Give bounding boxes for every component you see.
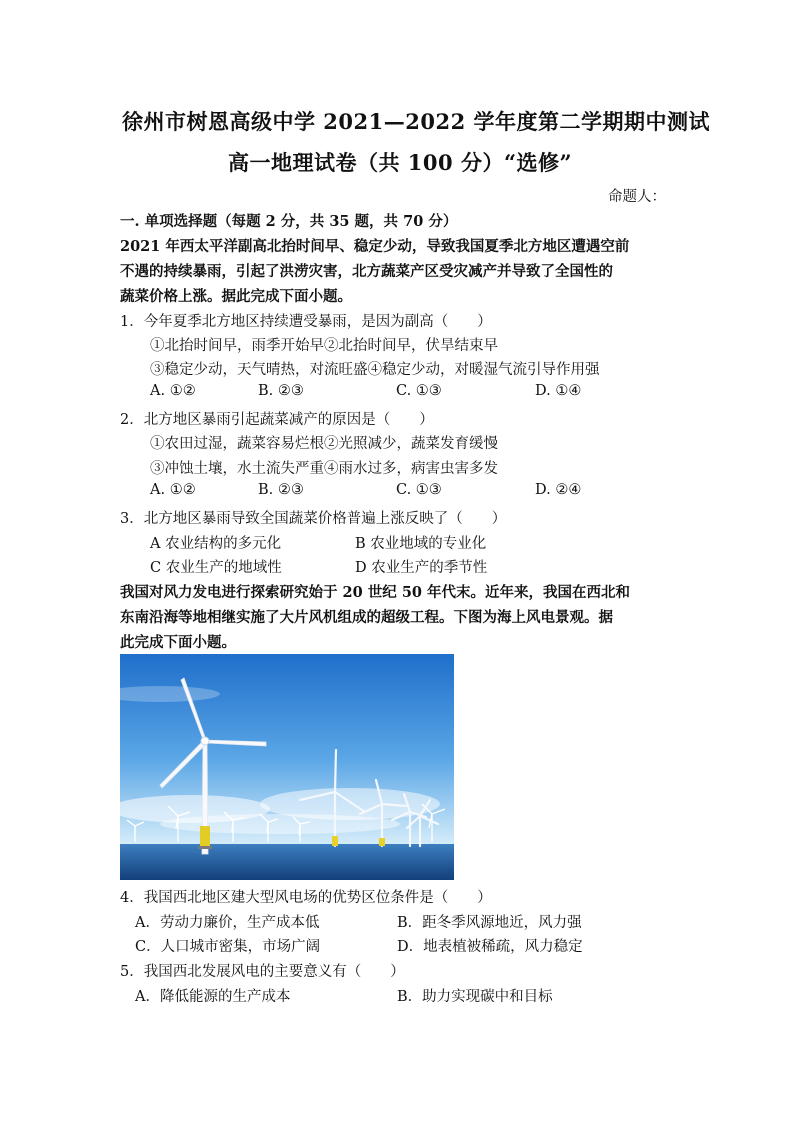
- exam-title-line2: 高一地理试卷（共 100 分）“选修”: [228, 150, 573, 175]
- question-2-option-d[interactable]: D. ②④: [535, 482, 582, 498]
- passage1-line: 2021 年西太平洋副高北抬时间早、稳定少动，导致我国夏季北方地区遭遇空前: [120, 238, 630, 255]
- question-2-statements: ①农田过湿，蔬菜容易烂根②光照减少，蔬菜发育缓慢: [150, 436, 498, 452]
- question-1-option-b[interactable]: B. ②③: [258, 383, 304, 399]
- question-4-option-d[interactable]: D．地表植被稀疏，风力稳定: [397, 939, 583, 955]
- exam-title-line1: 徐州市树恩高级中学 2021—2022 学年度第二学期期中测试: [122, 109, 711, 134]
- passage2-line: 我国对风力发电进行探索研究始于 20 世纪 50 年代末。近年来，我国在西北和: [120, 584, 631, 601]
- wind-farm-photo: [120, 654, 454, 880]
- question-2-stem: 2．北方地区暴雨引起蔬菜减产的原因是（ ）: [120, 412, 434, 428]
- passage2-line: 此完成下面小题。: [120, 634, 236, 651]
- question-5-option-a[interactable]: A．降低能源的生产成本: [135, 989, 291, 1005]
- question-2-option-a[interactable]: A. ①②: [150, 482, 196, 498]
- question-1-option-c[interactable]: C. ①③: [396, 383, 442, 399]
- question-1-statements: ①北抬时间早，雨季开始早②北抬时间早，伏旱结束早: [150, 338, 498, 354]
- question-2-option-c[interactable]: C. ①③: [396, 482, 442, 498]
- passage2-line: 东南沿海等地相继实施了大片风机组成的超级工程。下图为海上风电景观。据: [120, 609, 613, 626]
- question-4-option-a[interactable]: A．劳动力廉价，生产成本低: [135, 915, 320, 931]
- question-1-stem: 1．今年夏季北方地区持续遭受暴雨，是因为副高（ ）: [120, 314, 492, 330]
- question-5-stem: 5．我国西北发展风电的主要意义有（ ）: [120, 964, 405, 980]
- question-3-stem: 3．北方地区暴雨导致全国蔬菜价格普遍上涨反映了（ ）: [120, 511, 507, 527]
- question-4-option-c[interactable]: C．人口城市密集，市场广阔: [135, 939, 321, 955]
- question-3-option-d[interactable]: D 农业生产的季节性: [355, 560, 488, 576]
- question-4-stem: 4．我国西北地区建大型风电场的优势区位条件是（ ）: [120, 890, 492, 906]
- question-5-option-b[interactable]: B．助力实现碳中和目标: [397, 989, 553, 1005]
- question-1-option-a[interactable]: A. ①②: [150, 383, 196, 399]
- section-heading: 一. 单项选择题（每题 2 分，共 35 题，共 70 分）: [120, 213, 458, 230]
- question-2-option-b[interactable]: B. ②③: [258, 482, 304, 498]
- question-1-statements: ③稳定少动，天气晴热，对流旺盛④稳定少动，对暖湿气流引导作用强: [150, 362, 600, 378]
- author-label: 命题人：: [608, 189, 666, 205]
- question-3-option-b[interactable]: B 农业地域的专业化: [355, 536, 487, 552]
- passage1-line: 不遇的持续暴雨，引起了洪涝灾害，北方蔬菜产区受灾减产并导致了全国性的: [120, 263, 613, 280]
- question-3-option-a[interactable]: A 农业结构的多元化: [150, 536, 282, 552]
- question-1-option-d[interactable]: D. ①④: [535, 383, 582, 399]
- question-2-statements: ③冲蚀土壤，水土流失严重④雨水过多，病害虫害多发: [150, 461, 498, 477]
- question-4-option-b[interactable]: B．距冬季风源地近，风力强: [397, 915, 582, 931]
- passage1-line: 蔬菜价格上涨。据此完成下面小题。: [120, 288, 352, 305]
- question-3-option-c[interactable]: C 农业生产的地域性: [150, 560, 282, 576]
